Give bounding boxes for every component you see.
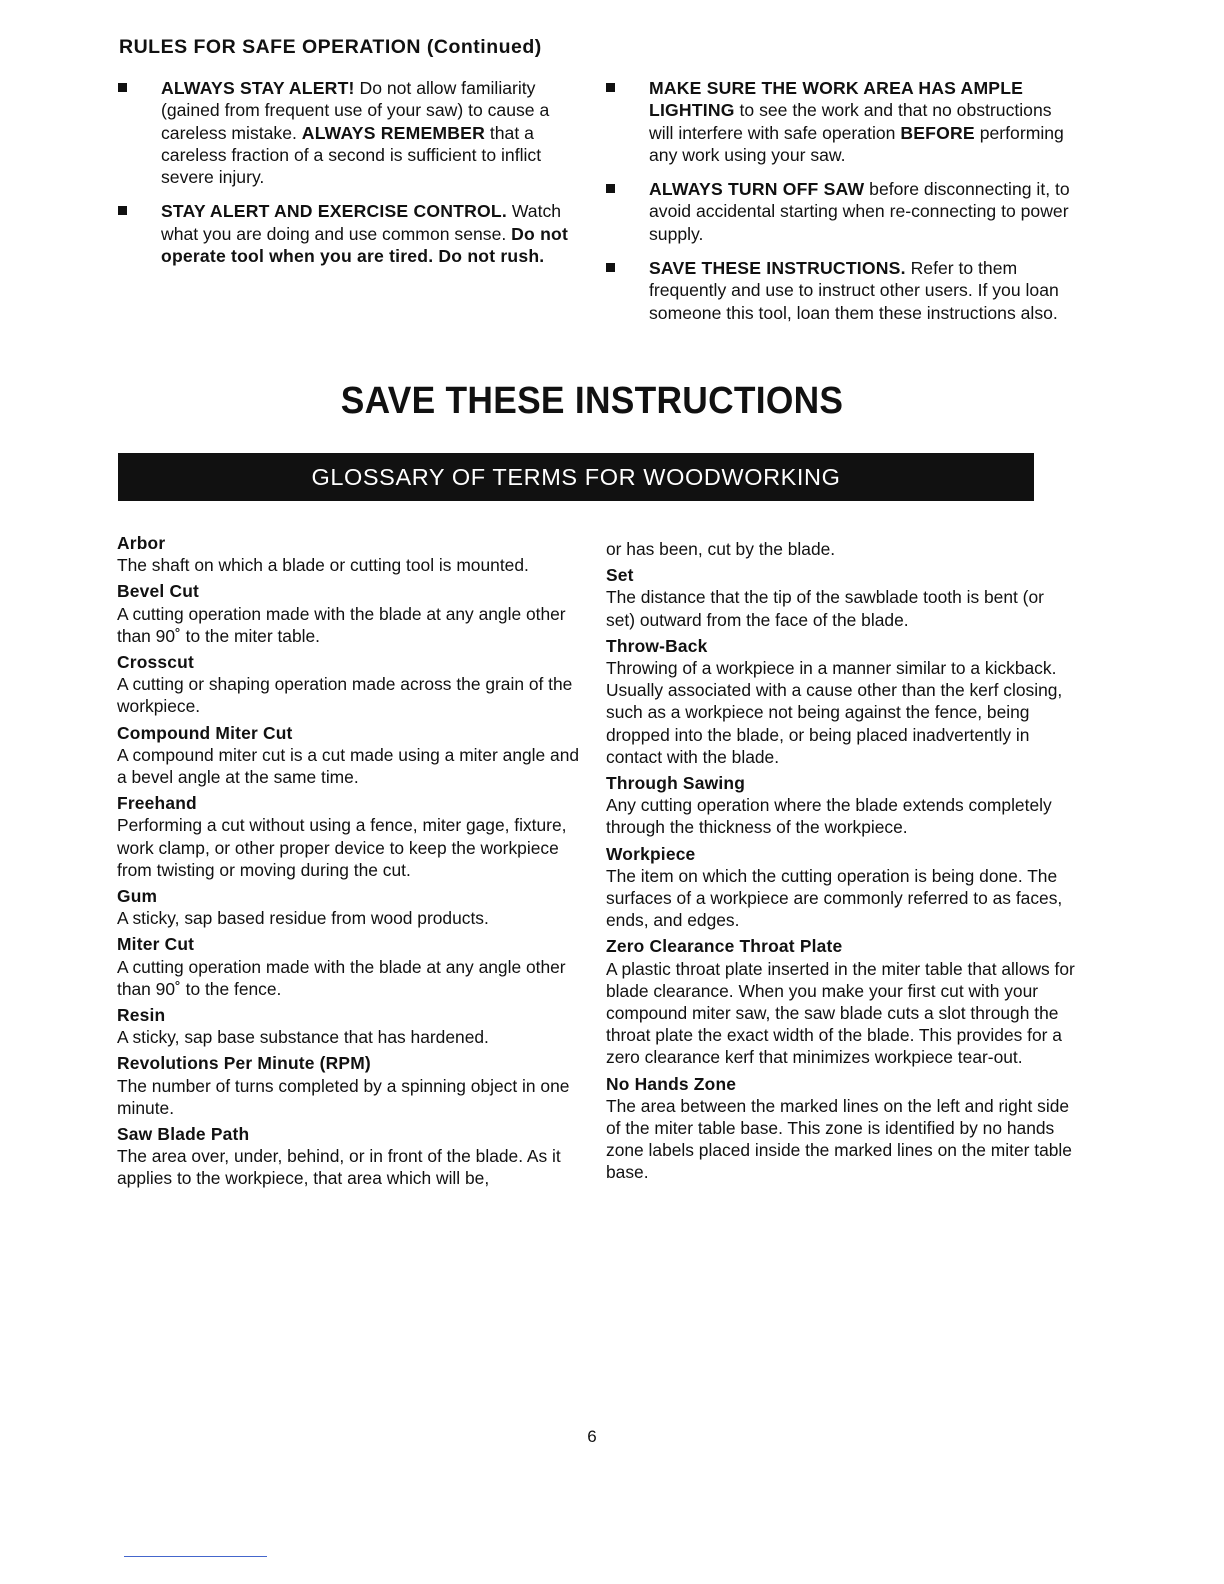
- glossary-term: Crosscut: [117, 652, 194, 673]
- glossary-term: Zero Clearance Throat Plate: [606, 936, 843, 957]
- glossary-banner-title: GLOSSARY OF TERMS FOR WOODWORKING: [311, 463, 841, 490]
- rule-lead: SAVE THESE INSTRUCTIONS.: [649, 258, 906, 279]
- square-bullet-icon: [606, 83, 615, 92]
- glossary-term: Saw Blade Path: [117, 1124, 250, 1145]
- square-bullet-icon: [606, 263, 615, 272]
- glossary-definition: Any cutting operation where the blade extends completely through the thickness of the workpiece.: [606, 795, 1052, 838]
- rule-lead: MAKE SURE THE WORK AREA HAS AMPLE LIGHTING: [649, 78, 1024, 121]
- rule-text: Do not allow familiarity (gained from frequent use of your saw) to cause a careless mistake.: [161, 78, 550, 143]
- glossary-definition: Throwing of a workpiece in a manner similar to a kickback. Usually associated with a cause other than the kerf closing, such as a workpiece not being against the fence, being dropped into the blade, or being placed inadvertently in contact with the blade.: [606, 658, 1063, 767]
- rule-text: Refer to them frequently and use to instruct other users. If you loan someone this tool, loan them these instructions also.: [649, 258, 1059, 323]
- rule-text: performing any work using your saw.: [649, 122, 1064, 165]
- glossary-definition: Performing a cut without using a fence, miter gage, fixture, work clamp, or other proper device to keep the workpiece from twisting or moving during the cut.: [117, 815, 567, 880]
- rules-right-column: [604, 77, 1074, 336]
- glossary-definition: A plastic throat plate inserted in the miter table that allows for blade clearance. When you make your first cut with your compound miter saw, the saw blade cuts a slot through the throat plate the exact width of the blade. This provides for a zero clearance kerf that minimizes workpiece tear-out.: [606, 958, 1075, 1068]
- glossary-term: Bevel Cut: [117, 581, 200, 602]
- glossary-definition: A sticky, sap based residue from wood products.: [117, 908, 489, 929]
- rule-lead: ALWAYS TURN OFF SAW: [649, 179, 865, 200]
- glossary-term: Resin: [117, 1005, 166, 1026]
- square-bullet-icon: [118, 83, 127, 92]
- rule-item: [604, 257, 1074, 324]
- rule-lead: STAY ALERT AND EXERCISE CONTROL.: [161, 201, 507, 222]
- glossary-term: Workpiece: [606, 843, 696, 864]
- glossary-left-column: [117, 532, 587, 1192]
- glossary-definition: The shaft on which a blade or cutting tool is mounted.: [117, 555, 529, 576]
- glossary-right-column: [606, 532, 1076, 1186]
- glossary-definition: A cutting operation made with the blade at any angle other than 90˚ to the fence.: [117, 956, 566, 999]
- rule-item: [604, 178, 1074, 245]
- glossary-definition: A sticky, sap base substance that has hardened.: [117, 1027, 489, 1048]
- glossary-term: Arbor: [117, 533, 166, 553]
- save-instructions-title: SAVE THESE INSTRUCTIONS: [340, 380, 844, 422]
- glossary-definition: The area between the marked lines on the left and right side of the miter table base. This zone is identified by no hands zone labels placed inside the marked lines on the miter table base.: [606, 1095, 1072, 1183]
- rule-item: [604, 77, 1074, 166]
- rules-left-column: [116, 77, 586, 279]
- glossary-banner: [118, 453, 1034, 501]
- rule-text: to see the work and that no obstructions will interfere with safe operation: [649, 100, 1052, 143]
- rule-text: that a careless fraction of a second is sufficient to inflict severe injury.: [161, 122, 542, 188]
- glossary-definition: A cutting operation made with the blade at any angle other than 90˚ to the miter table.: [117, 603, 566, 646]
- section-heading: RULES FOR SAFE OPERATION (Continued): [119, 36, 542, 58]
- rule-text: Watch what you are doing and use common sense.: [161, 201, 562, 244]
- rule-text: before disconnecting it, to avoid accidental starting when re-connecting to power supply.: [649, 179, 1070, 244]
- glossary-definition: The item on which the cutting operation is being done. The surfaces of a workpiece are commonly referred to as faces, ends, and edges.: [606, 865, 1063, 931]
- rule-item: [116, 200, 586, 267]
- glossary-definition: The distance that the tip of the sawblade tooth is bent (or set) outward from the face of the blade.: [606, 587, 1044, 630]
- glossary-definition: A cutting or shaping operation made across the grain of the workpiece.: [117, 674, 573, 717]
- glossary-term: Throw-Back: [606, 635, 708, 656]
- rule-emphasis: ALWAYS REMEMBER: [301, 122, 485, 143]
- glossary-continuation: or has been, cut by the blade.: [606, 539, 836, 559]
- square-bullet-icon: [118, 206, 127, 215]
- rule-emphasis: BEFORE: [900, 122, 975, 143]
- footer-divider: [124, 1556, 267, 1557]
- square-bullet-icon: [606, 184, 615, 193]
- glossary-term: Revolutions Per Minute (RPM): [117, 1053, 371, 1074]
- glossary-definition: The area over, under, behind, or in front of the blade. As it applies to the workpiece, that area which will be,: [117, 1146, 561, 1189]
- glossary-term: Through Sawing: [606, 773, 746, 794]
- glossary-term: Freehand: [117, 793, 197, 814]
- glossary-term: No Hands Zone: [606, 1073, 737, 1094]
- glossary-term: Gum: [117, 886, 158, 907]
- glossary-term: Set: [606, 565, 634, 586]
- glossary-term: Compound Miter Cut: [117, 722, 293, 743]
- rule-item: [116, 77, 586, 188]
- rule-emphasis: Do not operate tool when you are tired. Do not rush.: [161, 223, 569, 267]
- glossary-term: Miter Cut: [117, 934, 195, 955]
- glossary-definition: The number of turns completed by a spinning object in one minute.: [117, 1075, 570, 1118]
- page-number: 6: [587, 1427, 597, 1446]
- glossary-definition: A compound miter cut is a cut made using a miter angle and a bevel angle at the same time.: [117, 744, 580, 788]
- rule-lead: ALWAYS STAY ALERT!: [161, 78, 355, 98]
